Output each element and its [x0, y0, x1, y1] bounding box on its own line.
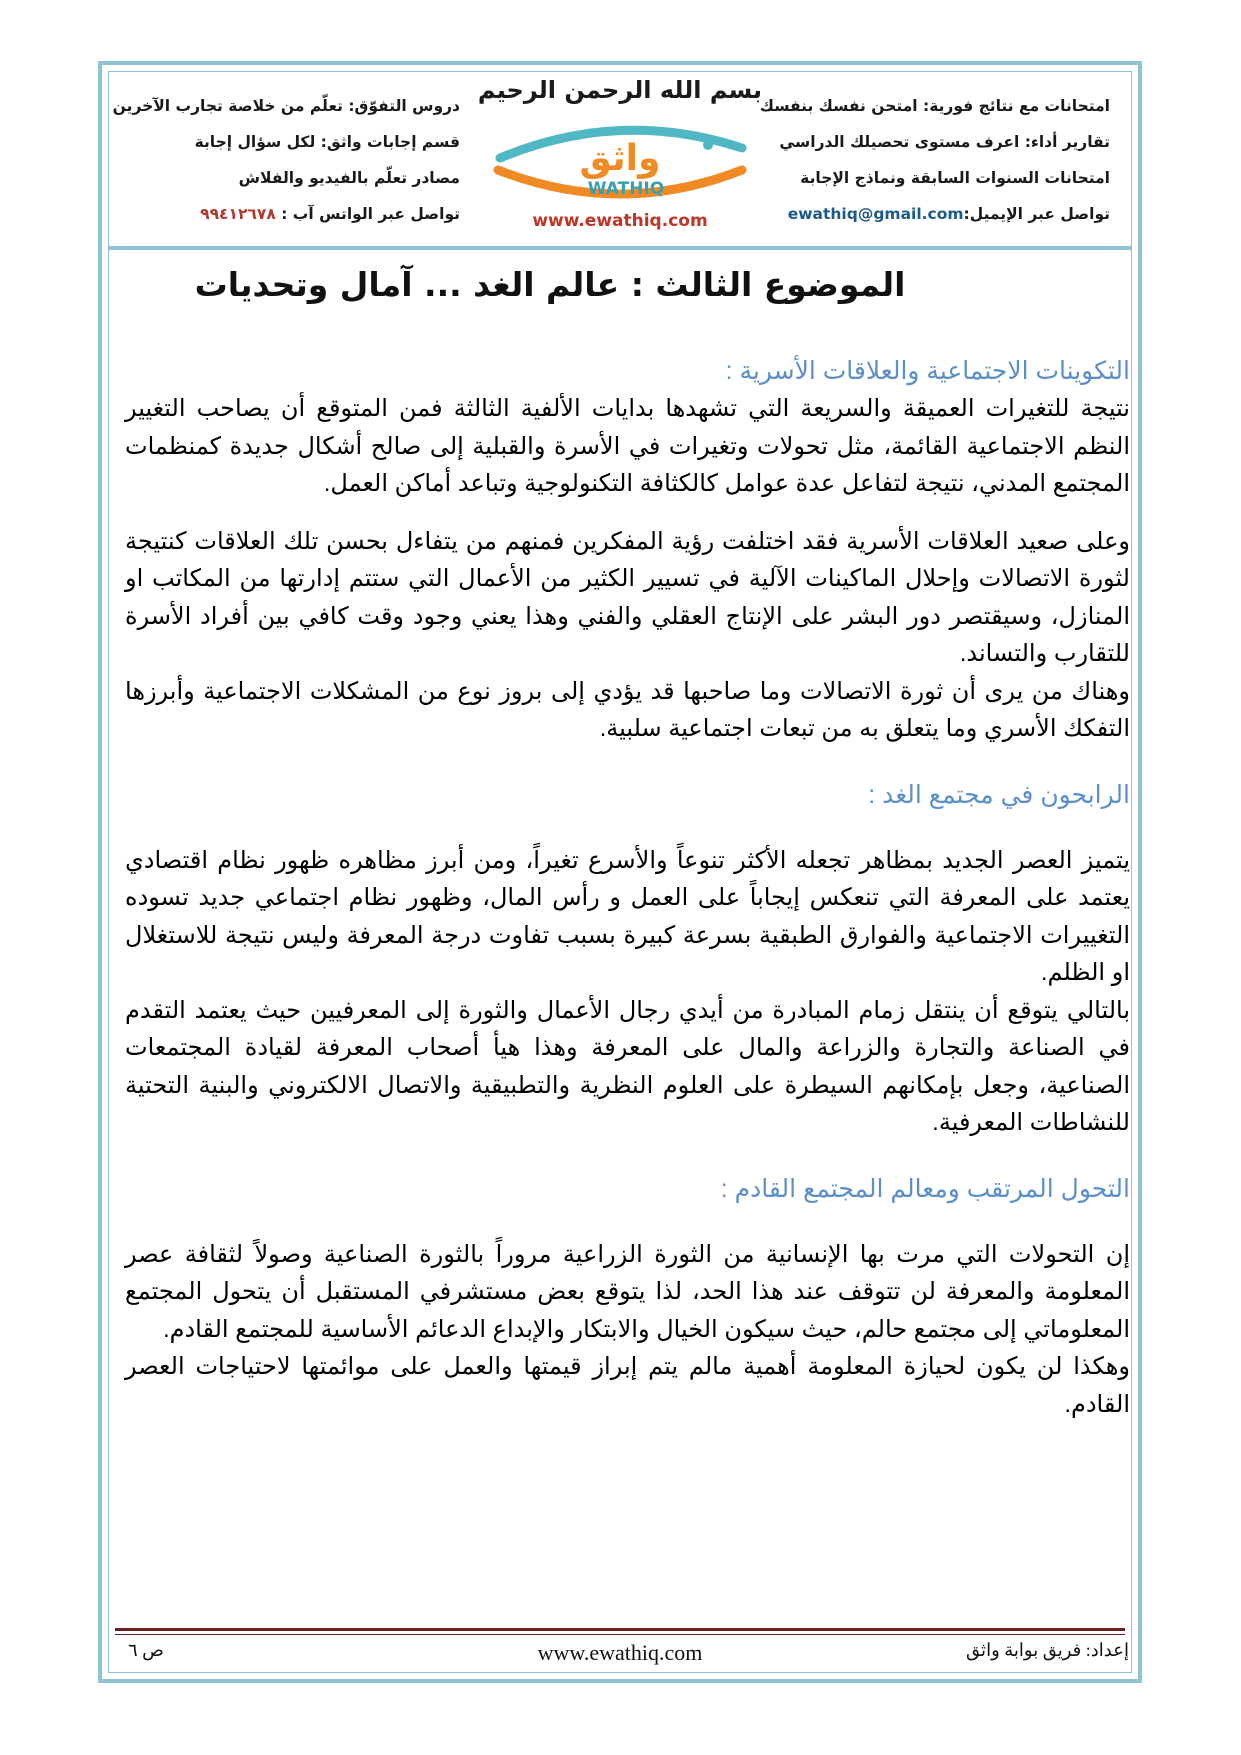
footer-prepared-by: إعداد: فريق بوابة واثق: [966, 1640, 1129, 1660]
footer-site-url[interactable]: www.ewathiq.com: [537, 1640, 703, 1665]
header-left-line-2: قسم إجابات واثق: لكل سؤال إجابة: [194, 133, 460, 151]
section-1-paragraph-1: نتيجة للتغيرات العميقة والسريعة التي تشهدها بدايات الألفية الثالثة فمن المتوقع أن يصاحب التغيير النظم الاجتماعية القائمة، مثل تحولات وتغيرات في الأسرة والقبلية إلى صالح أشكال جديدة كمنظمات المجتمع المدني، نتيجة لتفاعل عدة عوامل كالكثافة التكنولوجية وتباعد أماكن العمل.: [125, 395, 1130, 497]
footer-rule-thick: [115, 1628, 1125, 1631]
section-2-paragraph-1: يتميز العصر الجديد بمظاهر تجعله الأكثر تنوعاً والأسرع تغيراً، ومن أبرز مظاهره ظهور نظام اقتصادي يعتمد على المعرفة التي تنعكس إيجاباً على العمل و رأس المال، وظهور نظام اجتماعي جديد تسوده التغييرات الاجتماعية والفوارق الطبقية بسرعة كبيرة بسبب تفاوت درجة المعرفة وليس نتيجة للاستغلال او الظلم.: [125, 846, 1130, 986]
header-left-column: [112, 88, 460, 232]
header-right-line-3: امتحانات السنوات السابقة ونماذج الإجابة: [800, 169, 1110, 187]
header-whatsapp-line: [140, 196, 460, 232]
footer-rule-thin: [115, 1634, 1125, 1635]
header-right-line-2: تقارير أداء: اعرف مستوى تحصيلك الدراسي: [779, 133, 1110, 151]
header-email-line: [780, 196, 1110, 232]
logo-english-text: WATHIQ: [587, 179, 665, 199]
section-3-heading: التحول المرتقب ومعالم المجتمع القادم :: [720, 1174, 1130, 1203]
footer-page-number: ص ٦: [128, 1640, 164, 1660]
header-right-column: [759, 88, 1110, 232]
wathiq-logo: [480, 118, 760, 202]
header-right-line-1: امتحانات مع نتائج فورية: امتحن نفسك بنفسك: [759, 97, 1110, 115]
email-label: تواصل عبر الإيميل:: [963, 205, 1110, 223]
section-1-paragraph-3: وهناك من يرى أن ثورة الاتصالات وما صاحبها قد يؤدي إلى بروز نوع من المشكلات الاجتماعية وأبرزها التفكك الأسري وما يتعلق به من تبعات اجتماعية سلبية.: [125, 677, 1130, 742]
email-link[interactable]: ewathiq@gmail.com: [787, 205, 964, 223]
section-2-heading: الرابحون في مجتمع الغد :: [868, 780, 1130, 809]
whatsapp-number: ٩٩٤١٢٦٧٨: [200, 205, 276, 223]
header-site-url[interactable]: www.ewathiq.com: [532, 211, 708, 231]
section-2-paragraph-2: بالتالي يتوقع أن ينتقل زمام المبادرة من أيدي رجال الأعمال والثورة إلى المعرفيين حيث يعتمد التقدم في الصناعة والتجارة والزراعة والمال على المعرفة وهذا هيأ أصحاب المعرفة لقيادة المجتمعات الصناعية، وجعل بإمكانهم السيطرة على العلوم النظرية والتطبيقية والاتصال الالكتروني والبنية التحتية للنشاطات المعرفية.: [125, 996, 1130, 1136]
header-separator: [108, 246, 1132, 250]
page-title: الموضوع الثالث : عالم الغد ... آمال وتحديات: [194, 265, 906, 304]
whatsapp-label: تواصل عبر الواتس آب :: [281, 205, 460, 223]
section-3-paragraph-2: وهكذا لن يكون لحيازة المعلومة أهمية مالم يتم إبراز قيمتها والعمل على موائمتها لاحتياجات العصر القادم.: [125, 1353, 1130, 1418]
basmala: بسم الله الرحمن الرحيم: [477, 76, 763, 104]
header-left-line-3: مصادر تعلّم بالفيديو والفلاش: [238, 169, 460, 187]
logo-arabic-text: واثق: [579, 138, 661, 179]
section-1-paragraph-2: وعلى صعيد العلاقات الأسرية فقد اختلفت رؤية المفكرين فمنهم من يتفاءل بحسن تلك العلاقات كنتيجة لثورة الاتصالات وإحلال الماكينات الآلية في تسيير الكثير من الأعمال التي ستتم إدارتها من المكاتب او المنازل، وسيقتصر دور البشر على الإنتاج العقلي والفني وهذا يعني وجود وقت كافي بين أفراد الأسرة للتقارب والتساند.: [125, 527, 1130, 667]
section-3-paragraph-1: إن التحولات التي مرت بها الإنسانية من الثورة الزراعية مروراً بالثورة الصناعية وصولاً لثقافة عصر المعلومة والمعرفة لن تتوقف عند هذا الحد، لذا يتوقع بعض مستشرفي المستقبل أن يتحول المجتمع المعلوماتي إلى مجتمع حالم، حيث سيكون الخيال والابتكار والإبداع الدعائم الأساسية للمجتمع القادم.: [125, 1240, 1130, 1343]
header-left-line-1: دروس التفوّق: تعلّم من خلاصة تجارب الآخرين: [112, 97, 460, 115]
section-1-heading: التكوينات الاجتماعية والعلاقات الأسرية :: [725, 357, 1130, 385]
document-body: [125, 352, 1130, 1423]
